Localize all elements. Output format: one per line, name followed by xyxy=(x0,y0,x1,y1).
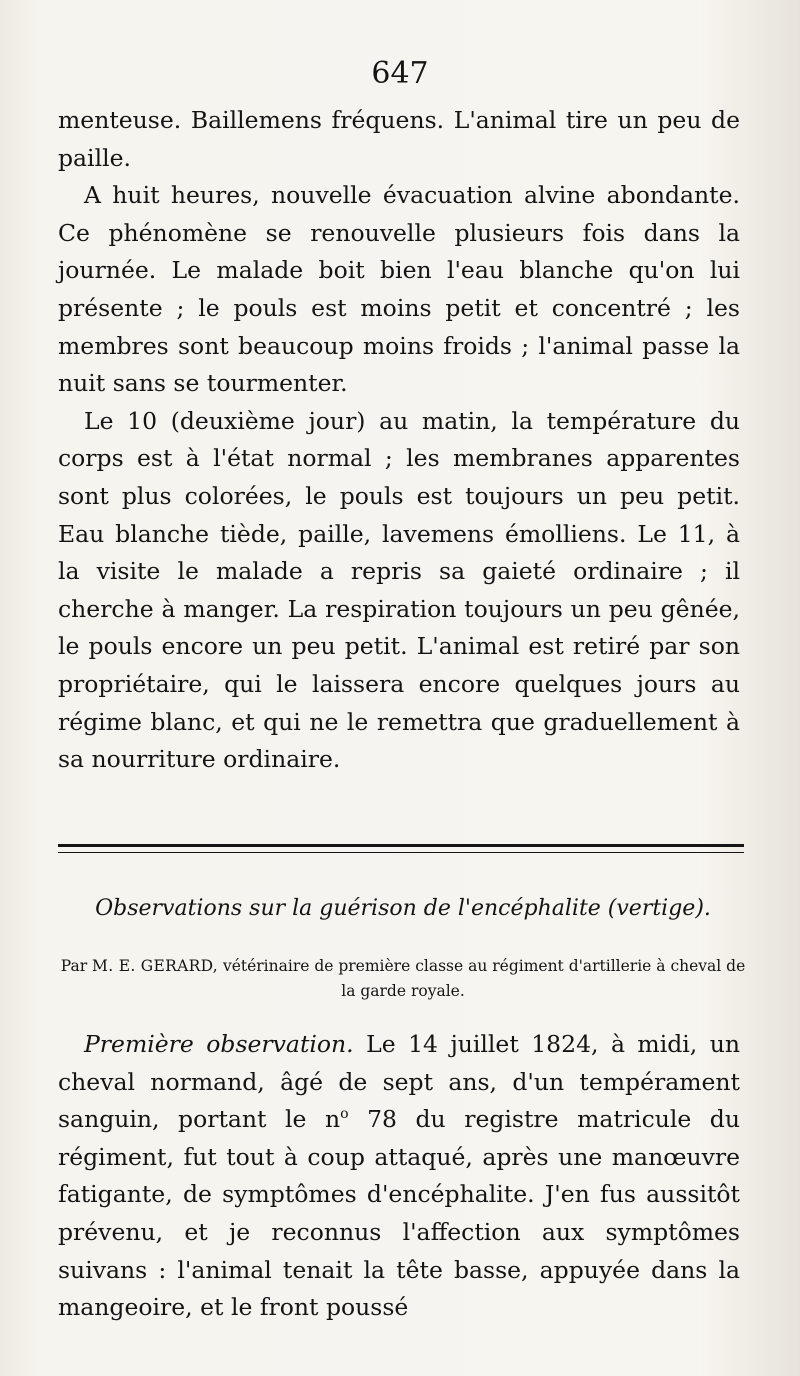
author-byline xyxy=(58,954,748,1004)
paragraph-evacuation: A huit heures, nouvelle évacuation alvine abondante. Ce phénomène se renouvelle plusieurs fois dans la journée. Le malade boit bien l'eau blanche qu'on lui présente ; le pouls est moins petit et concentré ; les membres sont beaucoup moins froids ; l'animal passe la nuit sans se tourmenter. xyxy=(58,181,740,398)
page-number: 647 xyxy=(371,56,429,91)
top-text-block xyxy=(58,102,740,779)
paragraph-first-observation xyxy=(58,1026,740,1327)
byline-author: M. E. GERARD, xyxy=(92,957,219,975)
observation-text-end: 78 du registre matricule du régiment, fut tout à coup attaqué, après une manœuvre fatigante, de symptômes d'encéphalite. J'en fus aussitôt prévenu, et je reconnus l'affection aux symptômes suivans : l'animal tenait la tête basse, appuyée dans la mangeoire, et le front poussé xyxy=(58,1105,740,1322)
paragraph-continuation: menteuse. Baillemens fréquens. L'animal tire un peu de paille. xyxy=(58,106,740,172)
byline-affiliation: vétérinaire de première classe au régiment d'artillerie à cheval de la garde royale. xyxy=(218,957,746,1000)
byline-prefix: Par xyxy=(60,957,93,975)
section-divider-thick xyxy=(58,844,744,847)
observation-text-start: Le 14 juillet 1824, à midi, un cheval normand, âgé de sept ans, d'un tempérament sanguin, portant le n xyxy=(58,1030,740,1134)
observation-run-in-heading: Première observation. xyxy=(84,1030,354,1058)
section-divider-thin xyxy=(58,852,744,853)
observation-text-block xyxy=(58,1026,740,1327)
paragraph-second-day: Le 10 (deuxième jour) au matin, la température du corps est à l'état normal ; les membranes apparentes sont plus colorées, le pouls est toujours un peu petit. Eau blanche tiède, paille, lavemens émolliens. Le 11, à la visite le malade a repris sa gaieté ordinaire ; il cherche à manger. La respiration toujours un peu gênée, le pouls encore un peu petit. L'animal est retiré par son propriétaire, qui le laissera encore quelques jours au régime blanc, et qui ne le remettra que graduellement à sa nourriture ordinaire. xyxy=(58,406,740,774)
section-title: Observations sur la guérison de l'encéphalite (vertige). xyxy=(95,896,711,921)
number-superscript: o xyxy=(340,1106,349,1123)
